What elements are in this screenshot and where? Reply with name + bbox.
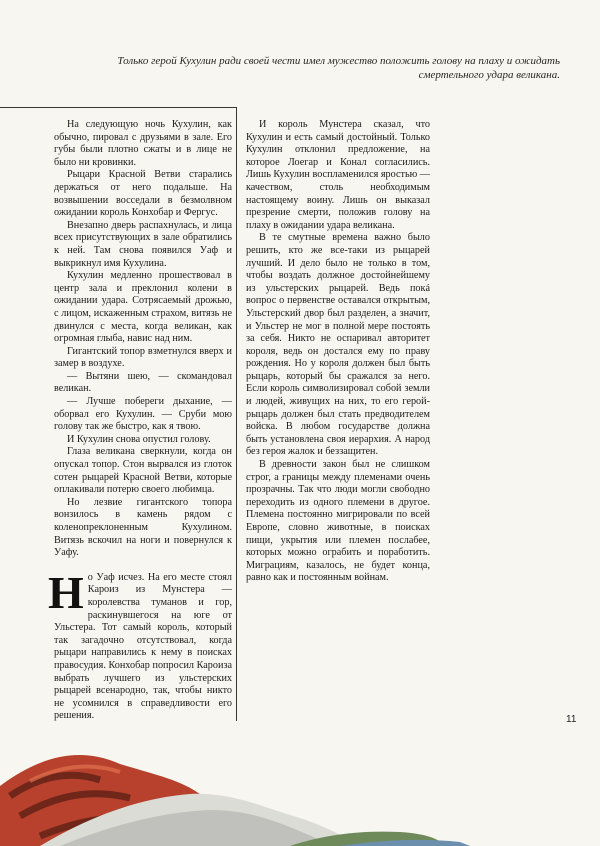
paragraph: — Лучше побереги дыхание, — оборвал его Кухулин. — Сруби мою голову так же быстро, как я твою.: [54, 396, 232, 433]
text-column-right: [246, 119, 430, 585]
dropcap-letter: Н: [48, 566, 84, 618]
illustration-caption: Только герой Кухулин ради своей чести имел мужество положить голову на плаху и ожидать смертельного удара великана.: [117, 55, 560, 81]
paragraph: о Уаф исчез. На его месте стоял Кароиз из Мунстера — королевства туманов и гор, раскинувшегося на юге от Ульстера. Тот самый король, который так загадочно отсутствовал, когда рыцари направились к нему в поисках правосудия. Конхобар попросил Кароиза выбрать лучшего из ульстерских рыцарей всенародно, так, чтобы никто не усомнился в справедливости его решения.: [54, 571, 232, 722]
paragraph: Гигантский топор взметнулся вверх и замер в воздухе.: [54, 345, 232, 370]
paragraph: В те смутные времена важно было решить, кто же все-таки из рыцарей лучший. И дело было не только в том, чтобы воздать должное достойнейшему из ульстерских рыцарей. Ведь покá вопрос о первенстве оставался открытым, Ульстерский двор был разделен, а значит, и Ульстер не мог в полной мере постоять за себя. Никто не оспаривал авторитет короля, ведь он достался ему по праву рождения. Но у короля должен был быть рыцарь, который бы сражался за него. Если король символизировал собой земли и людей, живущих на них, то его герой-рыцарь должен был стать предводителем войска. В любом государстве должна быть установлена своя иерархия. А народ без героя жалок и беззащитен.: [246, 232, 430, 458]
paragraph: Но лезвие гигантского топора вонзилось в камень рядом с коленопреклоненным Кухулином. Витязь вскочил на ноги и повернулся к Уафу.: [54, 496, 232, 559]
decorative-mountain-illustration: [0, 736, 600, 846]
paragraph: Глаза великана сверкнули, когда он опускал топор. Стон вырвался из глоток сотен рыцарей Красной Ветви, которые оплакивали потерю своего любимца.: [54, 446, 232, 496]
page-number: 11: [566, 714, 577, 725]
paragraph: Рыцари Красной Ветви старались держаться от него подальше. На возвышении восседали в безмолвном ожидании король Конхобар и Фергус.: [54, 169, 232, 219]
dropcap-paragraph: [48, 566, 232, 723]
paragraph: Внезапно дверь распахнулась, и лица всех присутствующих в зале обратились к ней. Там снова появился Уаф и выкрикнул имя Кухулина.: [54, 219, 232, 269]
paragraph: На следующую ночь Кухулин, как обычно, пировал с друзьями в зале. Его губы были плотно сжаты и в лице не было ни кровинки.: [54, 119, 232, 168]
paragraph: И Кухулин снова опустил голову.: [67, 433, 211, 445]
illustration-frame-top: [0, 107, 236, 108]
paragraph: — Вытяни шею, — скомандовал великан.: [54, 370, 232, 395]
paragraph: И король Мунстера сказал, что Кухулин и есть самый достойный. Только Кухулин отклонил предложение, на которое Лоегар и Конал согласились. Лишь Кухулин воспламенился яростью — качеством, столь необходимым настоящему воину. Лишь он выказал презрение смерти, положив голову на плаху в ожидании удара великана.: [246, 119, 430, 231]
paragraph: В древности закон был не слишком строг, а границы между племенами очень прозрачны. Так что люди могли свободно переходить из одного племени в другое. Племена постоянно мигрировали по всей Европе, словно животные, в поисках пищи, укрытия или племен послабее, которых можно ограбить и поработить. Миграциям, казалось, не будет конца, равно как и постоянным войнам.: [246, 459, 430, 584]
illustration-frame-right: [236, 107, 237, 721]
text-column-left: [48, 119, 232, 723]
paragraph: Кухулин медленно прошествовал в центр зала и преклонил колени в ожидании удара. Сотрясаемый дрожью, с лицом, искаженным страхом, витязь не двинулся с места, когда великан, как огромная глыба, навис над ним.: [54, 270, 232, 345]
